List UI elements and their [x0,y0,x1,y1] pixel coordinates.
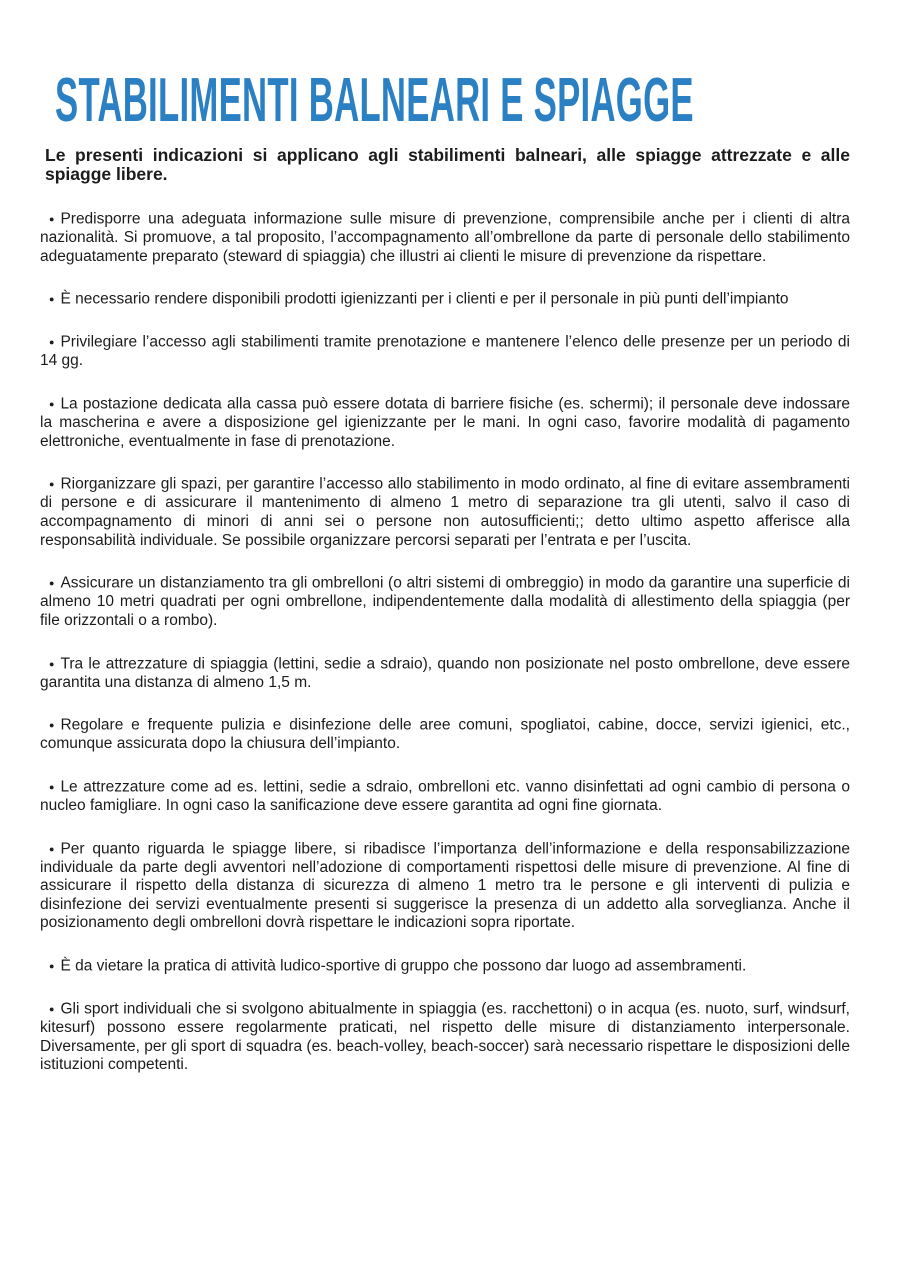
bullet-icon: ● [49,337,55,348]
intro-paragraph: Le presenti indicazioni si applicano agli stabilimenti balneari, alle spiagge attrezzate e alle spiagge libere. [45,145,850,184]
bullet-list [40,210,850,1075]
bullet-item-12 [40,1000,850,1075]
bullet-item-1 [40,210,850,266]
bullet-icon: ● [49,1004,55,1015]
bullet-item-5 [40,475,850,550]
bullet-text: Gli sport individuali che si svolgono abitualmente in spiaggia (es. racchettoni) o in acqua (es. nuoto, surf, windsurf, kitesurf) possono essere regolarmente praticati, nel rispetto delle misure di distanziamento interpersonale. Diversamente, per gli sport di squadra (es. beach-volley, beach-soccer) sarà necessario rispettare le disposizioni delle istituzioni competenti. [40,1000,850,1074]
bullet-icon: ● [49,781,55,792]
bullet-item-9 [40,778,850,816]
bullet-item-2 [40,290,850,309]
bullet-icon: ● [49,294,55,305]
bullet-icon: ● [49,479,55,490]
bullet-icon: ● [49,578,55,589]
bullet-item-8 [40,716,850,754]
bullet-text: È da vietare la pratica di attività ludico-sportive di gruppo che possono dar luogo ad assembramenti. [60,957,747,975]
bullet-text: Le attrezzature come ad es. lettini, sedie a sdraio, ombrelloni etc. vanno disinfettati ad ogni cambio di persona o nucleo famigliare. In ogni caso la sanificazione deve essere garantita ad ogni fine giornata. [40,778,850,814]
bullet-item-6 [40,574,850,630]
bullet-text: La postazione dedicata alla cassa può essere dotata di barriere fisiche (es. schermi); il personale deve indossare la mascherina e avere a disposizione gel igienizzante per le mani. In ogni caso, favorire modalità di pagamento elettroniche, eventualmente in fase di prenotazione. [40,395,850,450]
bullet-icon: ● [49,399,55,410]
bullet-icon: ● [49,658,55,669]
page-title: STABILIMENTI BALNEARI E SPIAGGE [55,66,694,135]
bullet-icon: ● [49,843,55,854]
bullet-icon: ● [49,214,55,224]
bullet-item-10 [40,840,850,933]
bullet-text: Riorganizzare gli spazi, per garantire l’accesso allo stabilimento in modo ordinato, al fine di evitare assembramenti di persone e di assicurare il mantenimento di almeno 1 metro di separazione tra gli utenti, salvo il caso di accompagnamento di minori di anni sei o persone non autosufficienti;; detto ultimo aspetto afferisce alla responsabilità individuale. Se possibile organizzare percorsi separati per l’entrata e per l’uscita. [40,475,850,549]
bullet-icon: ● [49,720,55,731]
bullet-text: Assicurare un distanziamento tra gli ombrelloni (o altri sistemi di ombreggio) in modo da garantire una superficie di almeno 10 metri quadrati per ogni ombrellone, indipendentemente dalla modalità di allestimento della spiaggia (per file orizzontali o a rombo). [40,574,850,629]
bullet-item-4 [40,395,850,451]
bullet-item-3 [40,333,850,371]
bullet-text: Predisporre una adeguata informazione sulle misure di prevenzione, comprensibile anche per i clienti di altra nazionalità. Si promuove, a tal proposito, l’accompagnamento all’ombrellone da parte di personale dello stabilimento adeguatamente preparato (steward di spiaggia) che illustri ai clienti le misure di prevenzione da rispettare. [40,210,850,265]
bullet-item-11 [40,957,850,976]
bullet-text: Regolare e frequente pulizia e disinfezione delle aree comuni, spogliatoi, cabine, docce, servizi igienici, etc., comunque assicurata dopo la chiusura dell’impianto. [40,716,850,753]
bullet-text: Per quanto riguarda le spiagge libere, si ribadisce l’importanza dell’informazione e della responsabilizzazione individuale da parte degli avventori nell’adozione di comportamenti rispettosi delle misure di prevenzione. Al fine di assicurare il rispetto della distanza di sicurezza di almeno 1 metro tra le persone e gli interventi di pulizia e disinfezione dei servizi eventualmente presenti si suggerisce la presenza di un addetto alla sorveglianza. Anche il posizionamento degli ombrelloni dovrà rispettare le indicazioni sopra riportate. [40,840,850,932]
bullet-icon: ● [49,961,55,972]
bullet-text: Tra le attrezzature di spiaggia (lettini, sedie a sdraio), quando non posizionate nel posto ombrellone, deve essere garantita una distanza di almeno 1,5 m. [40,655,850,691]
bullet-text: Privilegiare l’accesso agli stabilimenti tramite prenotazione e mantenere l’elenco delle presenze per un periodo di 14 gg. [40,333,850,370]
bullet-text: È necessario rendere disponibili prodotti igienizzanti per i clienti e per il personale in più punti dell’impianto [60,290,789,308]
bullet-item-7 [40,655,850,693]
